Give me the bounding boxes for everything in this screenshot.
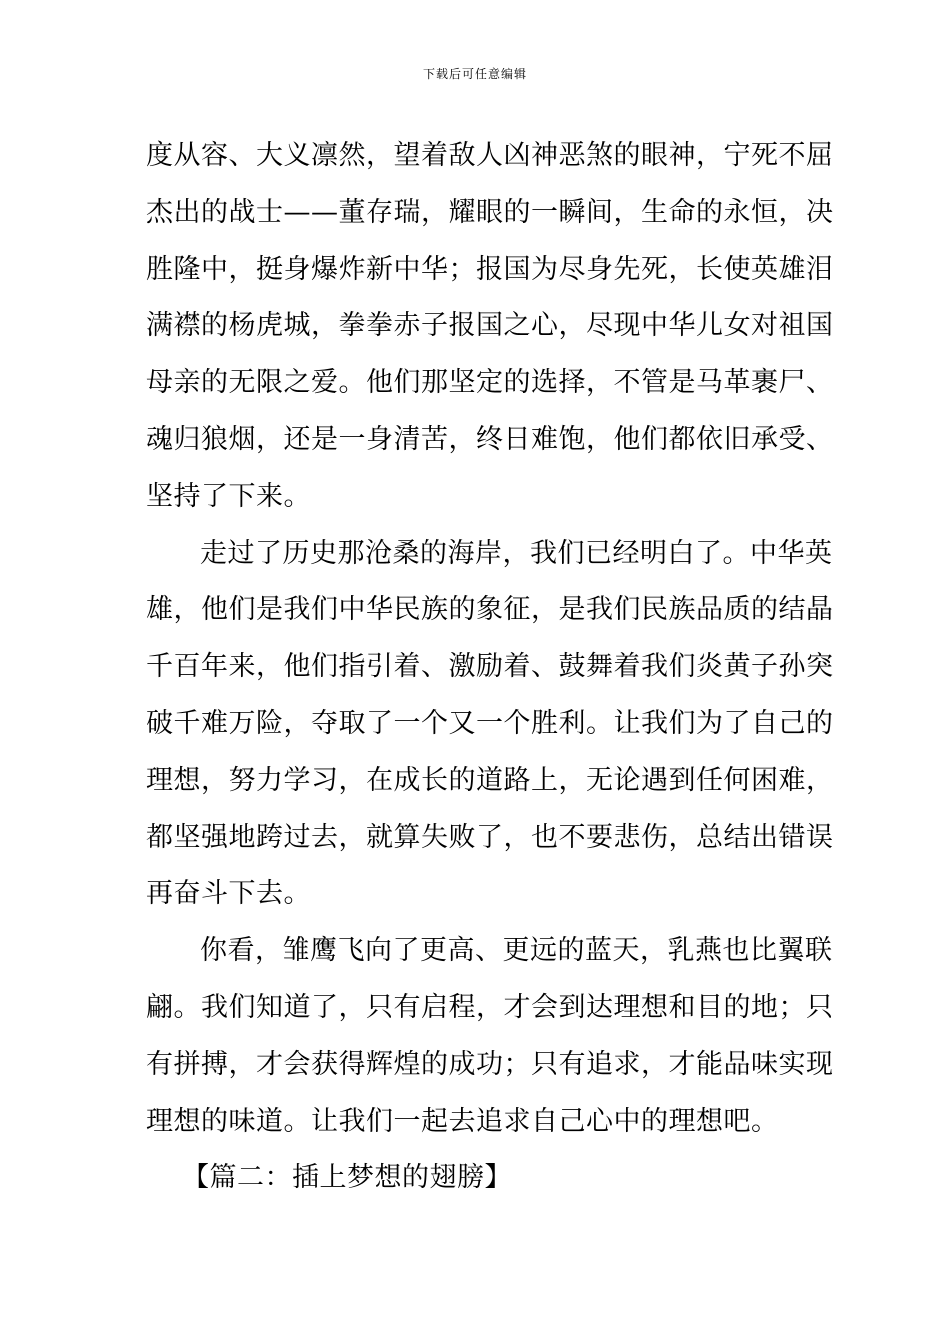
- text-line: 理想，努力学习，在成长的道路上，无论遇到任何困难，: [146, 764, 834, 796]
- text-line: 坚持了下来。: [146, 480, 311, 512]
- text-line: 魂归狼烟，还是一身清苦，终日难饱，他们都依旧承受、: [146, 423, 834, 455]
- text-line: 满襟的杨虎城，拳拳赤子报国之心，尽现中华儿女对祖国: [146, 310, 834, 342]
- text-line: 母亲的无限之爱。他们那坚定的选择，不管是马革裹尸、: [146, 367, 834, 399]
- text-line: 走过了历史那沧桑的海岸，我们已经明白了。中华英: [200, 537, 833, 569]
- text-line: 杰出的战士——董存瑞，耀眼的一瞬间，生命的永恒，决: [146, 196, 834, 228]
- text-line: 度从容、大义凛然，望着敌人凶神恶煞的眼神，宁死不屈: [146, 140, 834, 171]
- text-line: 破千难万险，夺取了一个又一个胜利。让我们为了自己的: [146, 707, 834, 739]
- page-header: 下载后可任意编辑: [422, 67, 527, 81]
- paragraph-1: [146, 128, 834, 526]
- paragraph-2: [146, 526, 834, 924]
- text-line: 千百年来，他们指引着、激励着、鼓舞着我们炎黄子孙突: [146, 651, 834, 683]
- text-line: 理想的味道。让我们一起去追求自己心中的理想吧。: [146, 1105, 779, 1137]
- text-line: 有拼搏，才会获得辉煌的成功；只有追求，才能品味实现: [146, 1048, 834, 1080]
- text-line: 你看，雏鹰飞向了更高、更远的蓝天，乳燕也比翼联: [200, 935, 833, 967]
- section-heading: 【篇二：插上梦想的翅膀】: [182, 1162, 512, 1194]
- text-line: 胜隆中，挺身爆炸新中华；报国为尽身先死，长使英雄泪: [146, 253, 834, 285]
- paragraph-3: [146, 923, 834, 1150]
- document-body: [146, 128, 834, 1207]
- text-line: 再奋斗下去。: [146, 878, 311, 910]
- text-line: 雄，他们是我们中华民族的象征，是我们民族品质的结晶: [146, 594, 834, 626]
- text-line: 翩。我们知道了，只有启程，才会到达理想和目的地；只: [146, 991, 834, 1023]
- text-line: 都坚强地跨过去，就算失败了，也不要悲伤，总结出错误: [146, 821, 834, 853]
